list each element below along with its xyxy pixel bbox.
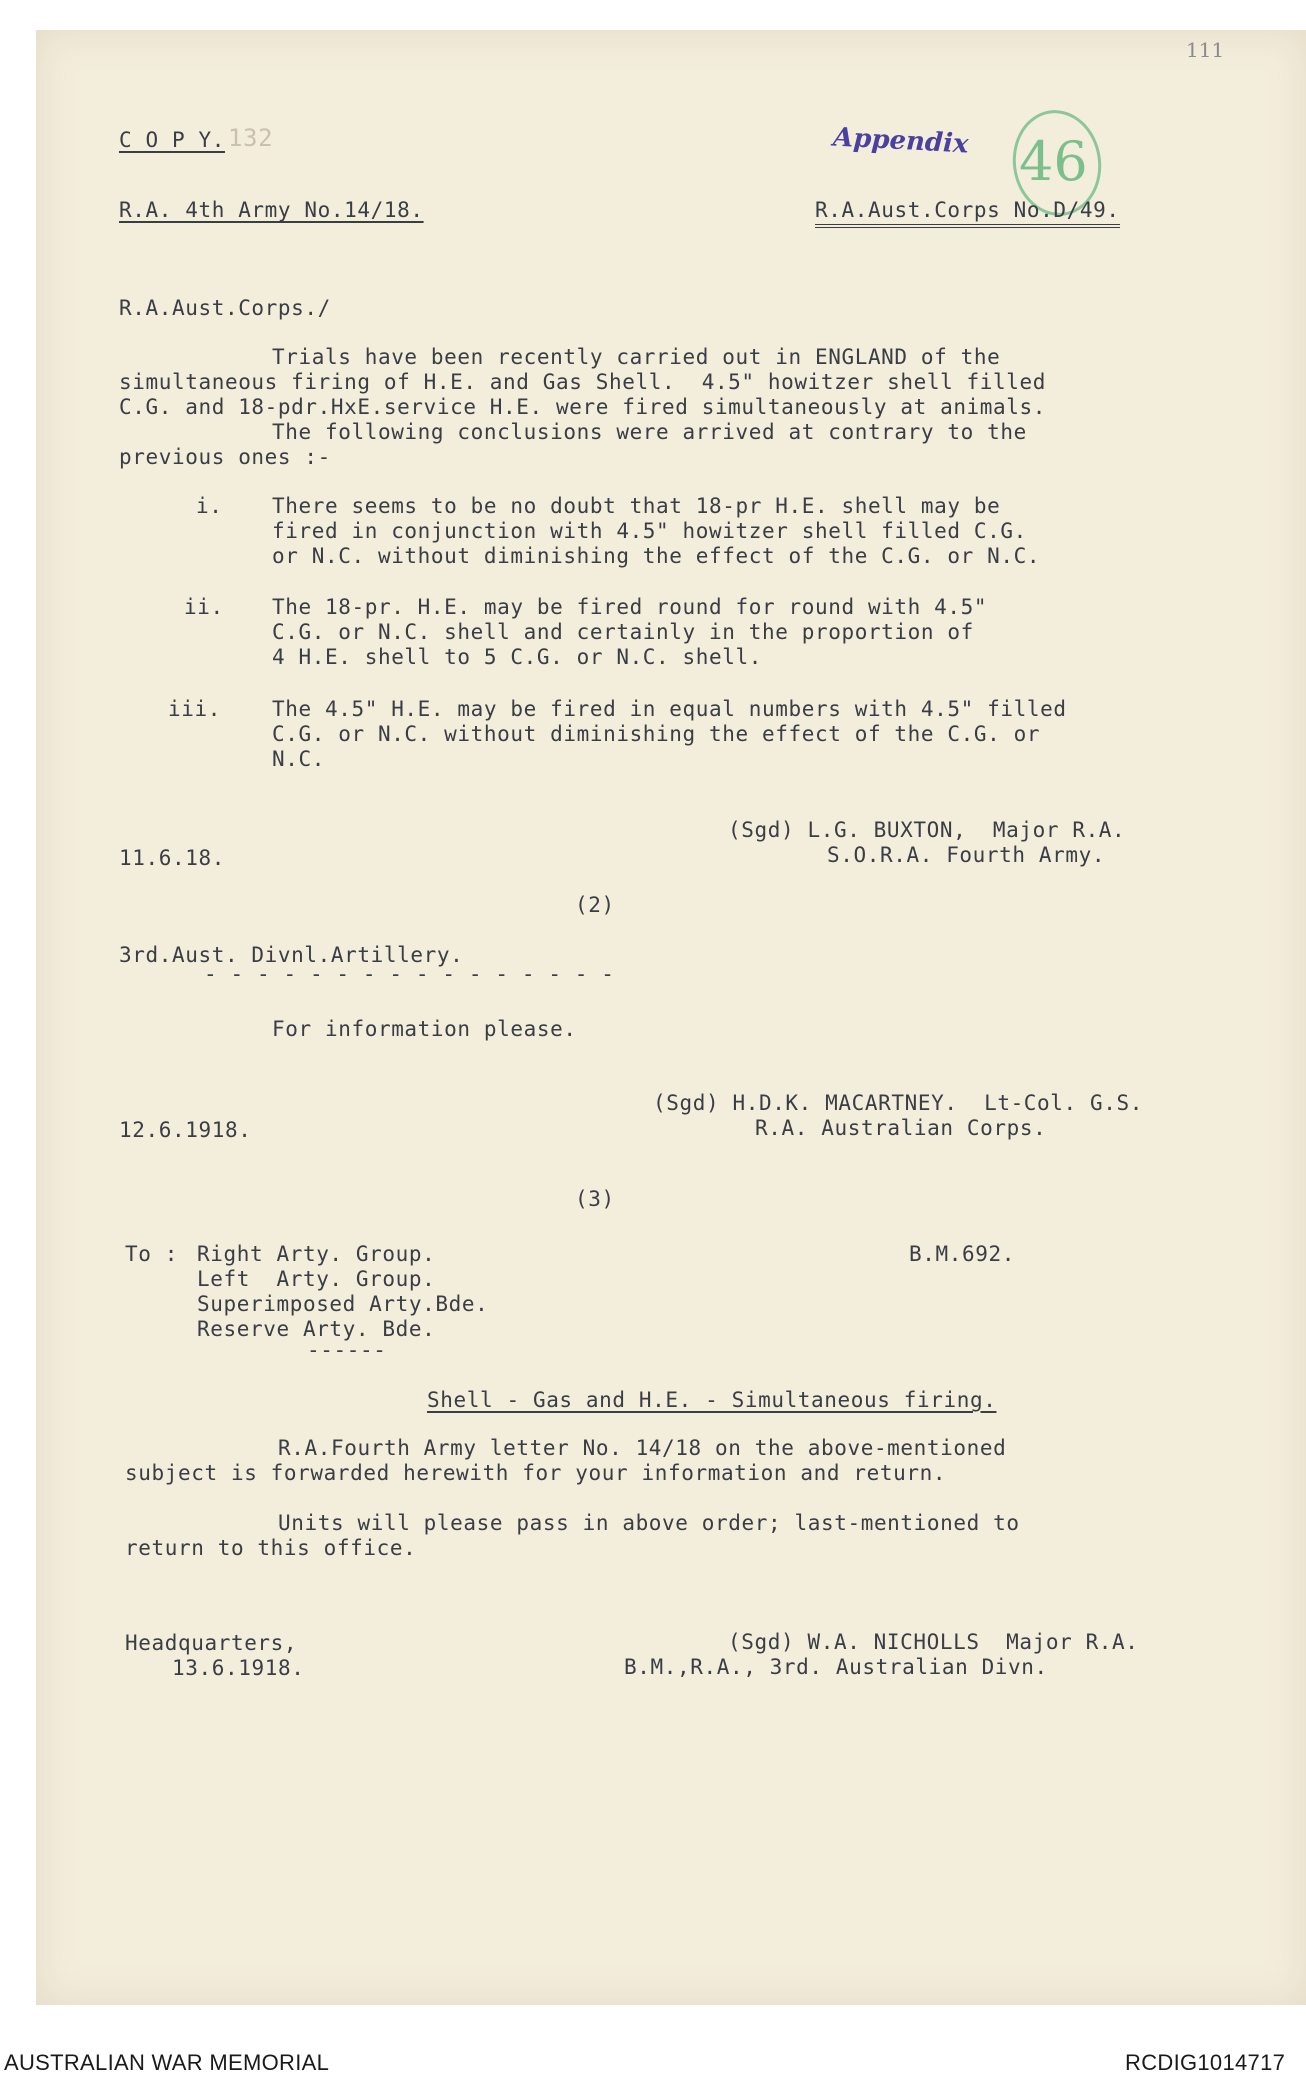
para1-line: previous ones :- [119, 445, 331, 469]
section-number-2: (2) [575, 893, 615, 917]
signature-buxton: (Sgd) L.G. BUXTON, Major R.A. [728, 818, 1126, 842]
body-line: return to this office. [125, 1536, 417, 1560]
signature-macartney-title: R.A. Australian Corps. [755, 1116, 1047, 1140]
para1-line: The following conclusions were arrived at contrary to the [272, 420, 1027, 444]
item-line: C.G. or N.C. without diminishing the effect of the C.G. or [272, 722, 1041, 746]
body-line: subject is forwarded herewith for your information and return. [125, 1461, 947, 1485]
item-line: fired in conjunction with 4.5" howitzer shell filled C.G. [272, 519, 1027, 543]
item-number: i. [196, 494, 223, 518]
item-line: or N.C. without diminishing the effect of the C.G. or N.C. [272, 544, 1041, 568]
faded-number: 132 [228, 124, 274, 152]
item-line: There seems to be no doubt that 18-pr H.E. shell may be [272, 494, 1001, 518]
section-number-3: (3) [575, 1187, 615, 1211]
pencil-page-number: 111 [1186, 38, 1225, 62]
item-line: The 4.5" H.E. may be fired in equal numbers with 4.5" filled [272, 697, 1067, 721]
to-label: To : [125, 1242, 178, 1266]
item-line: The 18-pr. H.E. may be fired round for round with 4.5" [272, 595, 988, 619]
para1-line: C.G. and 18-pdr.HxE.service H.E. were fired simultaneously at animals. [119, 395, 1047, 419]
item-line: 4 H.E. shell to 5 C.G. or N.C. shell. [272, 645, 762, 669]
signature-nicholls-title: B.M.,R.A., 3rd. Australian Divn. [624, 1655, 1048, 1679]
bm-reference: B.M.692. [909, 1242, 1015, 1266]
addressee-ra-aust-corps: R.A.Aust.Corps./ [119, 296, 331, 320]
para1-line: simultaneous firing of H.E. and Gas Shell. 4.5" howitzer shell filled [119, 370, 1047, 394]
body-line: R.A.Fourth Army letter No. 14/18 on the above-mentioned [278, 1436, 1007, 1460]
date-12-6-1918: 12.6.1918. [119, 1118, 252, 1142]
to-list-dashes: ------ [307, 1338, 387, 1362]
signature-macartney: (Sgd) H.D.K. MACARTNEY. Lt-Col. G.S. [653, 1091, 1143, 1115]
footer-identifier: RCDIG1014717 [1125, 2050, 1286, 2075]
para1-line: Trials have been recently carried out in ENGLAND of the [272, 345, 1001, 369]
item-line: C.G. or N.C. shell and certainly in the proportion of [272, 620, 974, 644]
reference-right: R.A.Aust.Corps No.D/49. [815, 198, 1120, 228]
item-line: N.C. [272, 747, 325, 771]
for-information-line: For information please. [272, 1017, 577, 1041]
item-number: ii. [184, 595, 224, 619]
document-page [36, 30, 1306, 2005]
body-line: Units will please pass in above order; last-mentioned to [278, 1511, 1020, 1535]
to-list-item: Left Arty. Group. [197, 1267, 436, 1291]
addressee-3rd-aust-divnl-artillery: 3rd.Aust. Divnl.Artillery. [119, 943, 464, 967]
headquarters-label: Headquarters, [125, 1631, 298, 1655]
subject-line: Shell - Gas and H.E. - Simultaneous firing. [427, 1388, 997, 1412]
signature-nicholls: (Sgd) W.A. NICHOLLS Major R.A. [728, 1630, 1139, 1654]
signature-buxton-title: S.O.R.A. Fourth Army. [827, 843, 1106, 867]
reference-left: R.A. 4th Army No.14/18. [119, 198, 424, 222]
to-list-item: Right Arty. Group. [197, 1242, 436, 1266]
circled-number: 46 [1019, 130, 1088, 193]
copy-label: C O P Y. [119, 128, 225, 152]
addressee-underline-dashes: - - - - - - - - - - - - - - - - [204, 962, 615, 986]
footer-institution: AUSTRALIAN WAR MEMORIAL [4, 2050, 330, 2075]
to-list-item: Reserve Arty. Bde. [197, 1317, 436, 1341]
date-13-6-1918: 13.6.1918. [172, 1656, 305, 1680]
date-11-6-18: 11.6.18. [119, 846, 225, 870]
to-list-item: Superimposed Arty.Bde. [197, 1292, 489, 1316]
item-number: iii. [168, 697, 221, 721]
appendix-stamp: Appendix [832, 122, 970, 160]
